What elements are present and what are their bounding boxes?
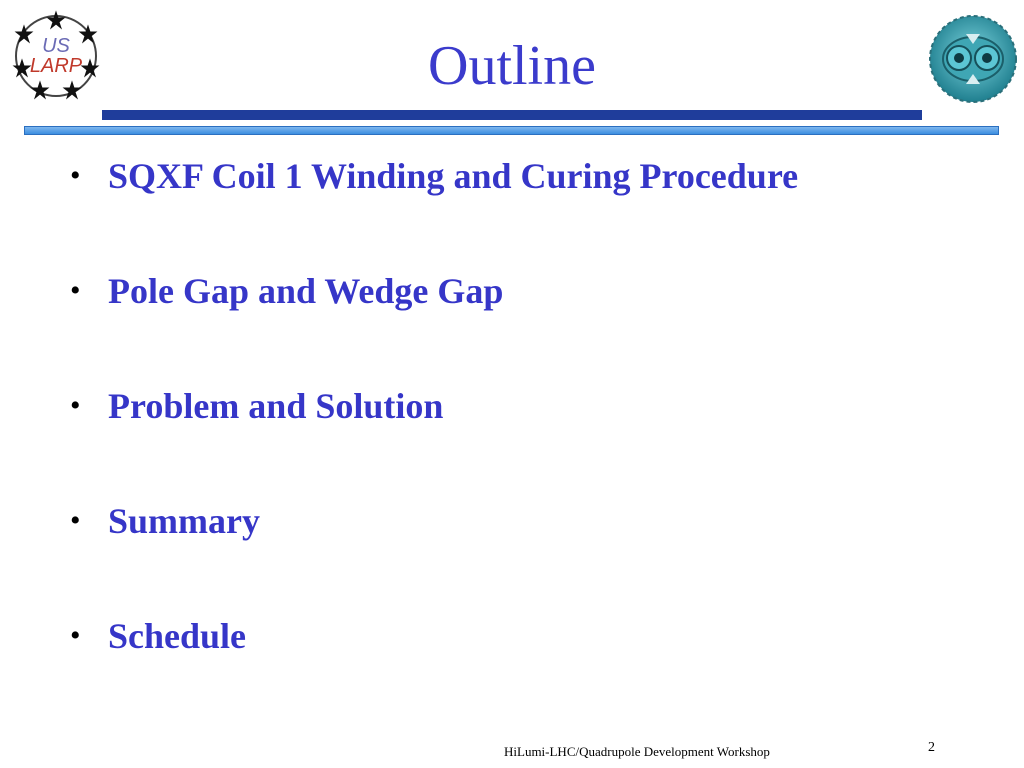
list-item [70, 150, 970, 265]
outline-list [70, 150, 970, 725]
bullet-icon: • [70, 389, 81, 422]
magnet-cross-section-logo [928, 14, 1018, 104]
list-item [70, 495, 970, 610]
logo-text-us: US [42, 35, 70, 57]
bullet-icon: • [70, 159, 81, 192]
bullet-text: Pole Gap and Wedge Gap [108, 271, 504, 311]
bullet-icon: • [70, 274, 81, 307]
bullet-icon: • [70, 504, 81, 537]
title-underline-dark [102, 110, 922, 120]
slide-title: Outline [428, 35, 596, 97]
title-underline-light [24, 126, 999, 135]
bullet-icon: • [70, 619, 81, 652]
list-item [70, 610, 970, 725]
list-item [70, 265, 970, 380]
bullet-text: SQXF Coil 1 Winding and Curing Procedure [108, 156, 799, 196]
page-number: 2 [928, 740, 935, 755]
bullet-text: Schedule [108, 616, 247, 656]
bullet-text: Problem and Solution [108, 386, 444, 426]
list-item [70, 380, 970, 495]
logo-text-larp: LARP [29, 55, 83, 77]
bullet-text: Summary [108, 501, 260, 541]
footer-text: HiLumi-LHC/Quadrupole Development Workshop [504, 744, 770, 759]
